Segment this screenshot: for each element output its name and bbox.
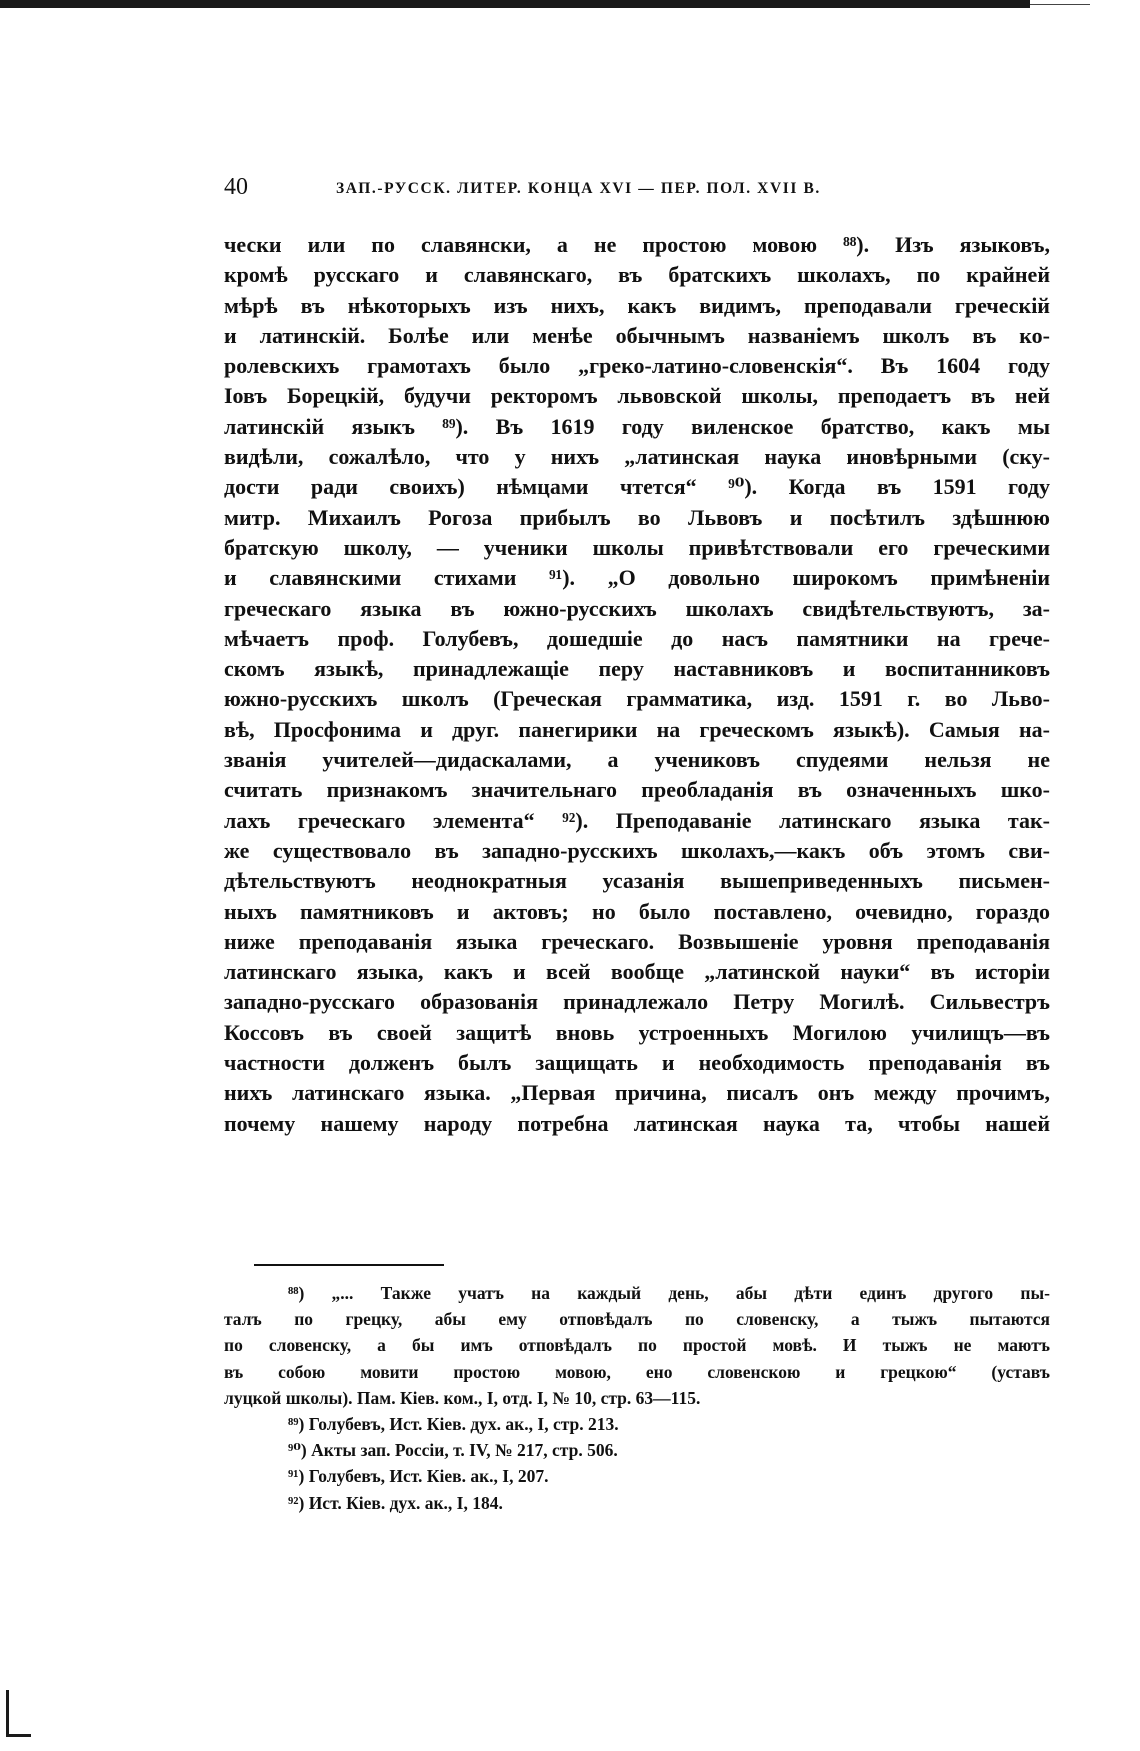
body-line: митр. Михаилъ Рогоза прибылъ во Львовъ и посѣтилъ здѣшнюю: [224, 504, 1050, 530]
page-number: 40: [224, 174, 248, 200]
body-line: греческаго языка въ южно-русскихъ школахъ свидѣтельствуютъ, за-: [224, 595, 1050, 621]
footnote-92: ⁹²) Ист. Кiев. дух. ак., I, 184.: [288, 1492, 503, 1513]
footnote-89: ⁸⁹) Голубевъ, Ист. Кiев. дух. ак., I, стр. 213.: [288, 1413, 619, 1434]
body-line: мѣчаетъ проф. Голубевъ, дошедшіе до насъ памятники на грече-: [224, 625, 1050, 651]
body-line: латинскаго языка, какъ и всей вообще „латинской науки“ въ исторіи: [224, 959, 1050, 985]
body-line: видѣли, сожалѣло, что у нихъ „латинская наука иновѣрными (ску-: [224, 444, 1050, 470]
footnote-88-line: луцкой школы). Пам. Кiев. ком., I, отд. I, № 10, стр. 63—115.: [224, 1387, 701, 1408]
body-line: Коссовъ въ своей защитѣ вновь устроенныхъ Могилою училищъ—въ: [224, 1019, 1050, 1045]
body-line: лахъ греческаго элемента“ ⁹²). Преподаваніе латинскаго языка так-: [224, 807, 1050, 833]
scan-corner-mark: [6, 1690, 31, 1737]
body-line: ролевскихъ грамотахъ было „греко-латино-словенскія“. Въ 1604 году: [224, 353, 1050, 379]
running-head: ЗАП.-РУССК. ЛИТЕР. КОНЦА XVI — ПЕР. ПОЛ. XVII В.: [336, 180, 821, 197]
body-line: братскую школу, — ученики школы привѣтствовали его греческими: [224, 534, 1050, 560]
body-line: западно-русскаго образованія принадлежало Петру Могилѣ. Сильвестръ: [224, 989, 1050, 1015]
footnote-90: ⁹⁰) Акты зап. Россiи, т. IV, № 217, стр. 506.: [288, 1440, 618, 1461]
body-line: нихъ латинскаго языка. „Первая причина, писалъ онъ между прочимъ,: [224, 1080, 1050, 1106]
body-line: считать признакомъ значительнаго преобладанія въ означенныхъ шко-: [224, 777, 1050, 803]
body-text: [224, 230, 1050, 1139]
page-header: [224, 174, 1060, 208]
body-line: и латинскій. Болѣе или менѣе обычнымъ названіемъ школъ въ ко-: [224, 322, 1050, 348]
body-line: латинскій языкъ ⁸⁹). Въ 1619 году виленское братство, какъ мы: [224, 413, 1050, 439]
footnote-91: ⁹¹) Голубевъ, Ист. Кiев. ак., I, 207.: [288, 1466, 549, 1487]
body-line: и славянскими стихами ⁹¹). „О довольно широкомъ примѣненіи: [224, 565, 1050, 591]
body-line: же существовало въ западно-русскихъ школахъ,—какъ объ этомъ сви-: [224, 837, 1050, 863]
body-line: южно-русскихъ школъ (Греческая грамматика, изд. 1591 г. во Льво-: [224, 686, 1050, 712]
body-line: дѣтельствуютъ неоднократныя усазанія вышеприведенныхъ письмен-: [224, 868, 1050, 894]
body-line: званія учителей—дидаскалами, а учениковъ спудеями нельзя не: [224, 747, 1050, 773]
body-line: скомъ языкѣ, принадлежащіе перу наставниковъ и воспитанниковъ: [224, 656, 1050, 682]
footnote-separator: [254, 1264, 444, 1266]
body-line: вѣ, Просфонима и друг. панегирики на греческомъ языкѣ). Самыя на-: [224, 716, 1050, 742]
footnote-88-line: въ собою мовити простою мовою, ено словенскою и грецкою“ (уставъ: [224, 1361, 1050, 1382]
body-line: ниже преподаванія языка греческаго. Возвышеніе уровня преподаванія: [224, 928, 1050, 954]
body-line: чески или по славянски, а не простою мовою ⁸⁸). Изъ языковъ,: [224, 232, 1050, 257]
body-line: почему нашему народу потребна латинская наука та, чтобы нашей: [224, 1110, 1050, 1136]
body-line: дости ради своихъ) нѣмцами чтется“ ⁹⁰). Когда въ 1591 году: [224, 474, 1050, 500]
body-line: Іовъ Борецкій, будучи ректоромъ львовской школы, преподаетъ въ ней: [224, 383, 1050, 409]
footnotes: [224, 1280, 1050, 1516]
body-line: ныхъ памятниковъ и актовъ; но было поставлено, очевидно, гораздо: [224, 898, 1050, 924]
body-line: мѣрѣ въ нѣкоторыхъ изъ нихъ, какъ видимъ, преподавали греческій: [224, 292, 1050, 318]
footnote-88-line: талъ по грецку, абы ему отповѣдалъ по словенску, а тыжъ пытаются: [224, 1309, 1050, 1330]
body-line: кромѣ русскаго и славянскаго, въ братскихъ школахъ, по крайней: [224, 262, 1050, 288]
top-border-rule: [0, 0, 1030, 8]
footnote-88-line: ⁸⁸) „... Также учатъ на каждый день, абы дѣти единъ другого пы-: [288, 1283, 1050, 1303]
footnote-88-line: по словенску, а бы имъ отповѣдалъ по простой мовѣ. И тыжъ не маютъ: [224, 1335, 1050, 1356]
body-line: частности долженъ былъ защищать и необходимость преподаванія въ: [224, 1050, 1050, 1076]
top-border-thin-rule: [1030, 4, 1090, 5]
